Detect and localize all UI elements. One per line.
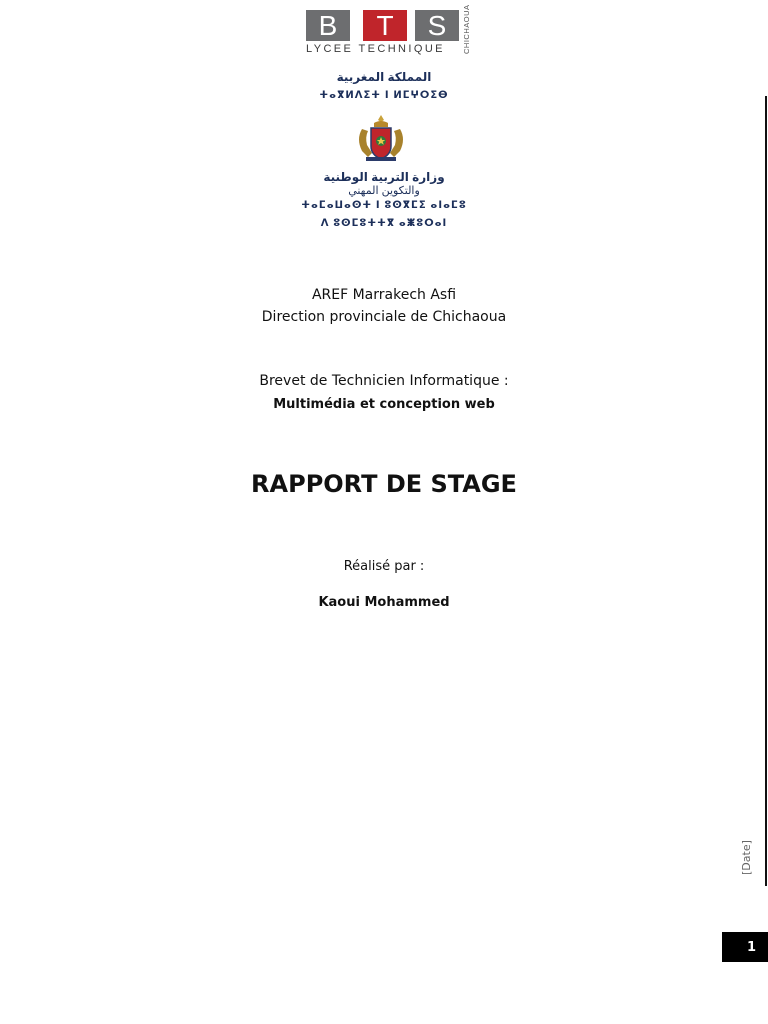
direction-text: Direction provinciale de Chichaoua [261,309,507,325]
author-label: Réalisé par : [343,559,425,574]
program-specialty: Multimédia et conception web [273,397,495,412]
logo-letter-t: T [363,10,407,41]
arabic-ministry-line-2: والتكوين المهني [348,185,420,197]
page-number-box [722,932,768,962]
date-placeholder[interactable]: [Date] [740,840,753,875]
tifinagh-ministry-line-1: ⵜⴰⵎⴰⵡⴰⵙⵜ ⵏ ⵓⵙⴳⵎⵉ ⴰⵏⴰⵎⵓ [301,200,467,211]
author-name: Kaoui Mohammed [318,595,450,610]
arabic-kingdom-text: المملكة المغربية [336,70,432,84]
tifinagh-ministry-line-2: ⴷ ⵓⵙⵎⵓⵜⵜⴳ ⴰⵥⵓⵔⴰⵏ [320,218,448,229]
program-label: Brevet de Technicien Informatique : [259,373,509,389]
tifinagh-kingdom-text: ⵜⴰⴳⵍⴷⵉⵜ ⵏ ⵍⵎⵖⵔⵉⴱ [319,90,449,101]
coat-of-arms-icon [352,113,410,165]
sidebar-rule [765,96,767,886]
logo-letter-s: S [415,10,459,41]
aref-text: AREF Marrakech Asfi [311,287,457,303]
document-title: RAPPORT DE STAGE [251,470,517,498]
page-number: 1 [746,939,756,955]
logo-subtitle: LYCEE TECHNIQUE [306,43,445,55]
logo-letter-b: B [306,10,350,41]
arabic-ministry-line-1: وزارة التربية الوطنية [323,170,445,184]
bts-logo [305,4,475,56]
logo-side-text: CHICHAOUA [462,4,471,54]
